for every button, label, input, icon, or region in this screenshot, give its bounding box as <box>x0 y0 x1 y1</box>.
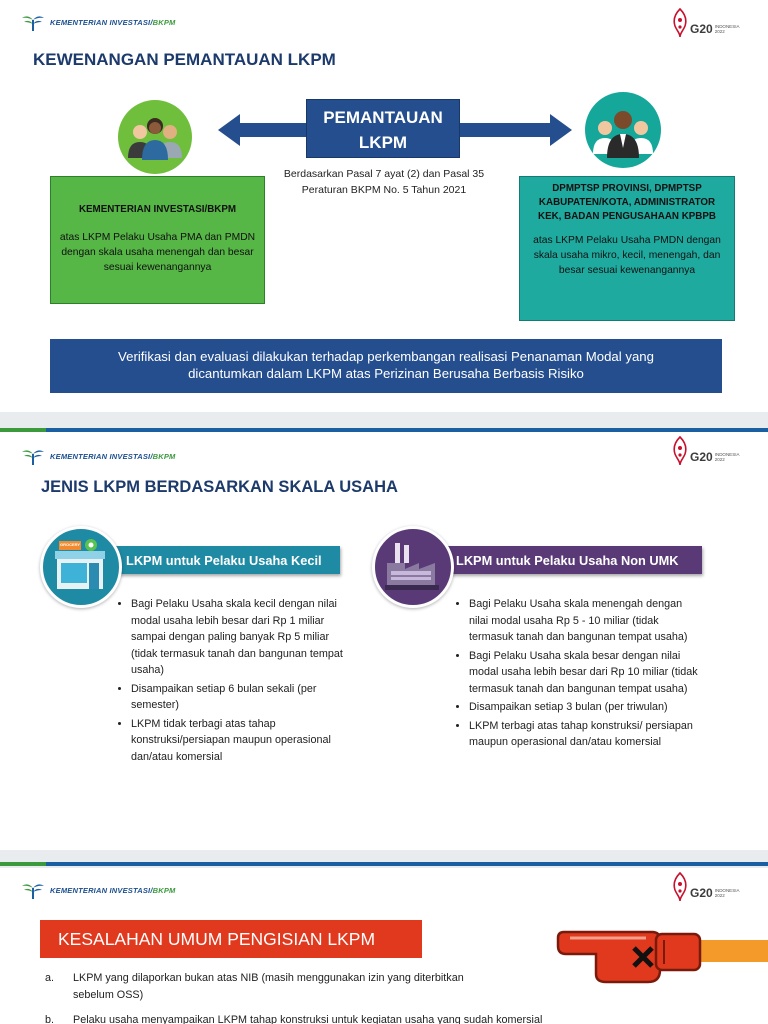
ministry-name-main: KEMENTERIAN INVESTASI/ <box>50 885 153 895</box>
g20-mark: G20 <box>690 886 713 900</box>
ministry-logo-icon <box>20 880 46 900</box>
g20-sub: INDONESIA 2022 <box>714 452 740 462</box>
slide-top-bar-3 <box>0 862 768 866</box>
g20-gunungan-icon <box>672 872 688 902</box>
g20-gunungan-icon <box>672 8 688 38</box>
g20-sub: INDONESIA 2022 <box>714 888 740 898</box>
kementerian-box <box>50 176 265 304</box>
g20-gunungan-icon <box>672 436 688 466</box>
ministry-logo <box>20 880 176 900</box>
dpmptsp-box <box>519 176 735 321</box>
g20-sub: INDONESIA 2022 <box>714 24 740 34</box>
non-umk-list <box>455 596 703 753</box>
ministry-name-accent: BKPM <box>152 451 176 461</box>
ministry-name-main: KEMENTERIAN INVESTASI/ <box>50 17 153 27</box>
list-item: • Disampaikan setiap 6 bulan sekali (per semester) <box>131 681 343 714</box>
grocery-sign: GROCERY <box>60 542 81 547</box>
ministry-name-accent: BKPM <box>152 885 176 895</box>
dpmptsp-body: atas LKPM Pelaku Usaha PMDN dengan skala usaha mikro, kecil, menengah, dan besar sesuai kewenangannya <box>533 235 721 276</box>
g20-logo <box>672 8 741 38</box>
grocery-shop-icon <box>40 526 122 608</box>
ministry-name <box>50 18 176 27</box>
ministry-logo-icon <box>20 446 46 466</box>
page-title: KEWENANGAN PEMANTAUAN LKPM <box>33 50 336 69</box>
officials-icon <box>585 92 661 168</box>
list-marker: b. <box>45 1014 55 1024</box>
ministry-name <box>50 886 176 895</box>
g20-mark: G20 <box>690 22 713 36</box>
list-item: • Bagi Pelaku Usaha skala menengah dengan nilai modal usaha Rp 5 - 10 miliar (tidak termasuk tanah dan bangunan tempat usaha) <box>469 596 703 646</box>
list-marker: a. <box>45 972 55 984</box>
pill-non-umk: LKPM untuk Pelaku Usaha Non UMK <box>440 546 702 574</box>
pill-usaha-kecil: LKPM untuk Pelaku Usaha Kecil <box>108 546 340 574</box>
pointing-hand-icon <box>556 918 768 990</box>
legal-basis <box>262 166 506 198</box>
ministry-logo <box>20 446 176 466</box>
verification-banner: Verifikasi dan evaluasi dilakukan terhadap perkembangan realisasi Penanaman Modal yang dicantumkan dalam LKPM atas Perizinan Berusaha Berbasis Risiko <box>50 339 722 393</box>
ministry-name-accent: BKPM <box>152 17 176 27</box>
list-item: • Bagi Pelaku Usaha skala besar dengan nilai modal usaha lebih besar dari Rp 10 miliar (tidak termasuk tanah dan bangunan tempat usaha) <box>469 648 703 698</box>
list-item-text: Pelaku usaha menyampaikan LKPM tahap konstruksi untuk kegiatan usaha yang sudah komersial <box>73 1014 543 1024</box>
g20-mark: G20 <box>690 450 713 464</box>
kementerian-body: atas LKPM Pelaku Usaha PMA dan PMDN dengan skala usaha menengah dan besar sesuai kewenangannya <box>59 232 256 273</box>
list-item: • Disampaikan setiap 3 bulan (per triwulan) <box>469 699 703 716</box>
slide-kesalahan <box>0 868 768 1024</box>
g20-logo <box>672 436 741 466</box>
ministry-name <box>50 452 176 461</box>
list-item-line: sebelum OSS) <box>73 989 144 1001</box>
ministry-logo-icon <box>20 12 46 32</box>
kementerian-heading: KEMENTERIAN INVESTASI/BKPM <box>78 204 237 215</box>
g20-logo <box>672 872 741 902</box>
page-title: JENIS LKPM BERDASARKAN SKALA USAHA <box>41 478 398 496</box>
list-item-text <box>73 970 464 1004</box>
ministry-logo <box>20 12 176 32</box>
pemantauan-line1: PEMANTAUAN <box>323 108 443 127</box>
list-item-line: LKPM yang dilaporkan bukan atas NIB (masih menggunakan izin yang diterbitkan <box>73 972 464 984</box>
slide-kewenangan <box>0 0 768 412</box>
list-item: • Bagi Pelaku Usaha skala kecil dengan nilai modal usaha lebih besar dari Rp 1 miliar sampai dengan paling banyak Rp 5 miliar (tidak termasuk tanah dan bangunan tempat usaha) <box>131 596 343 679</box>
page-title: KESALAHAN UMUM PENGISIAN LKPM <box>40 920 422 958</box>
legal-basis-line2: Peraturan BKPM No. 5 Tahun 2021 <box>301 184 467 196</box>
list-item <box>45 970 585 1004</box>
pemantauan-line2: LKPM <box>358 133 408 152</box>
slide-jenis-lkpm <box>0 432 768 850</box>
usaha-kecil-list <box>117 596 343 767</box>
ministry-name-main: KEMENTERIAN INVESTASI/ <box>50 451 153 461</box>
pemantauan-box <box>306 99 460 158</box>
list-item: • LKPM tidak terbagi atas tahap konstruksi/persiapan maupun operasional dan/atau komersial <box>131 716 343 766</box>
list-item <box>45 1012 585 1024</box>
people-group-icon <box>118 100 192 174</box>
kesalahan-list <box>45 970 585 1024</box>
dpmptsp-heading: DPMPTSP PROVINSI, DPMPTSP KABUPATEN/KOTA, ADMINISTRATOR KEK, BADAN PENGUSAHAAN KPBPB <box>538 183 716 222</box>
list-item: • LKPM terbagi atas tahap konstruksi/ persiapan maupun operasional dan/atau komersial <box>469 718 703 751</box>
legal-basis-line1: Berdasarkan Pasal 7 ayat (2) dan Pasal 35 <box>283 168 485 180</box>
factory-icon <box>372 526 454 608</box>
